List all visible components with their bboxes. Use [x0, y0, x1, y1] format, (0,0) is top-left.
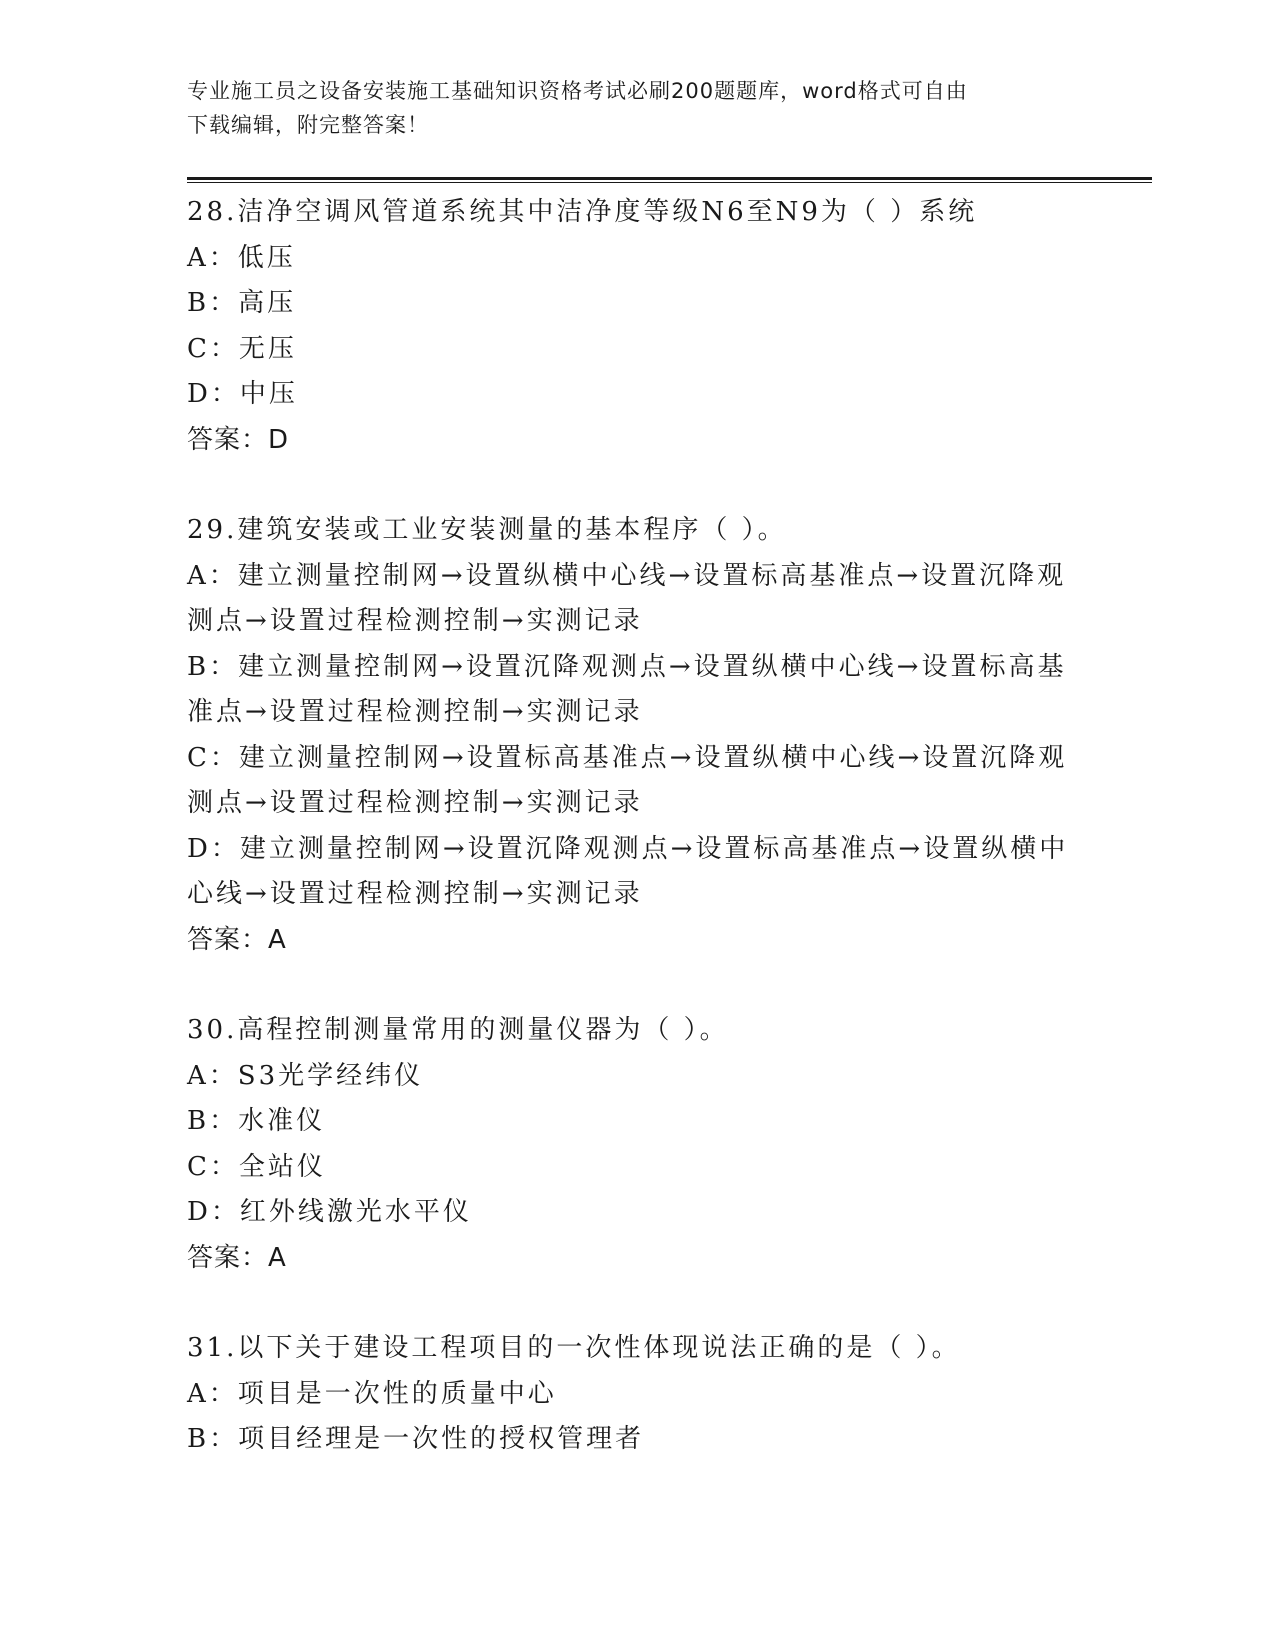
header-line-2: 下载编辑，附完整答案！: [187, 113, 429, 137]
question-28: [187, 190, 1087, 463]
option-a: A：S3光学经纬仪: [187, 1060, 424, 1091]
option-b: B：水准仪: [187, 1106, 326, 1136]
question-list: [187, 190, 1087, 1508]
option-a: A：项目是一次性的质量中心: [187, 1378, 557, 1409]
option-a: A：建立测量控制网→设置纵横中心线→设置标高基准点→设置沉降观测点→设置过程检测控制→实测记录: [187, 560, 1067, 636]
header-divider-thick: [187, 177, 1152, 180]
question-31: [187, 1326, 1087, 1463]
option-b: B：高压: [187, 288, 297, 318]
option-b: B：项目经理是一次性的授权管理者: [187, 1424, 645, 1454]
option-c: C：全站仪: [187, 1151, 326, 1182]
option-a: A：低压: [187, 242, 296, 273]
option-d: D：中压: [187, 379, 298, 409]
document-header: [187, 74, 1087, 142]
header-line-1: 专业施工员之设备安装施工基础知识资格考试必刷200题题库，word格式可自由: [187, 79, 968, 103]
option-c: C：建立测量控制网→设置标高基准点→设置纵横中心线→设置沉降观测点→设置过程检测控制→实测记录: [187, 742, 1068, 818]
header-divider-thin: [187, 182, 1152, 183]
question-30: [187, 1008, 1087, 1281]
option-c: C：无压: [187, 333, 297, 364]
question-stem: 29.建筑安装或工业安装测量的基本程序（ ）。: [187, 515, 787, 545]
option-d: D：建立测量控制网→设置沉降观测点→设置标高基准点→设置纵横中心线→设置过程检测控制→实测记录: [187, 833, 1069, 909]
question-stem: 31.以下关于建设工程项目的一次性体现说法正确的是（ ）。: [187, 1333, 961, 1363]
question-stem: 30.高程控制测量常用的测量仪器为（ ）。: [187, 1015, 729, 1045]
question-stem: 28.洁净空调风管道系统其中洁净度等级N6至N9为（ ）系统: [187, 197, 978, 227]
option-b: B：建立测量控制网→设置沉降观测点→设置纵横中心线→设置标高基准点→设置过程检测控制→实测记录: [187, 651, 1067, 727]
question-29: [187, 508, 1087, 963]
answer-label: 答案：A: [187, 924, 287, 955]
answer-label: 答案：D: [187, 424, 290, 455]
option-d: D：红外线激光水平仪: [187, 1197, 472, 1227]
answer-label: 答案：A: [187, 1242, 287, 1273]
